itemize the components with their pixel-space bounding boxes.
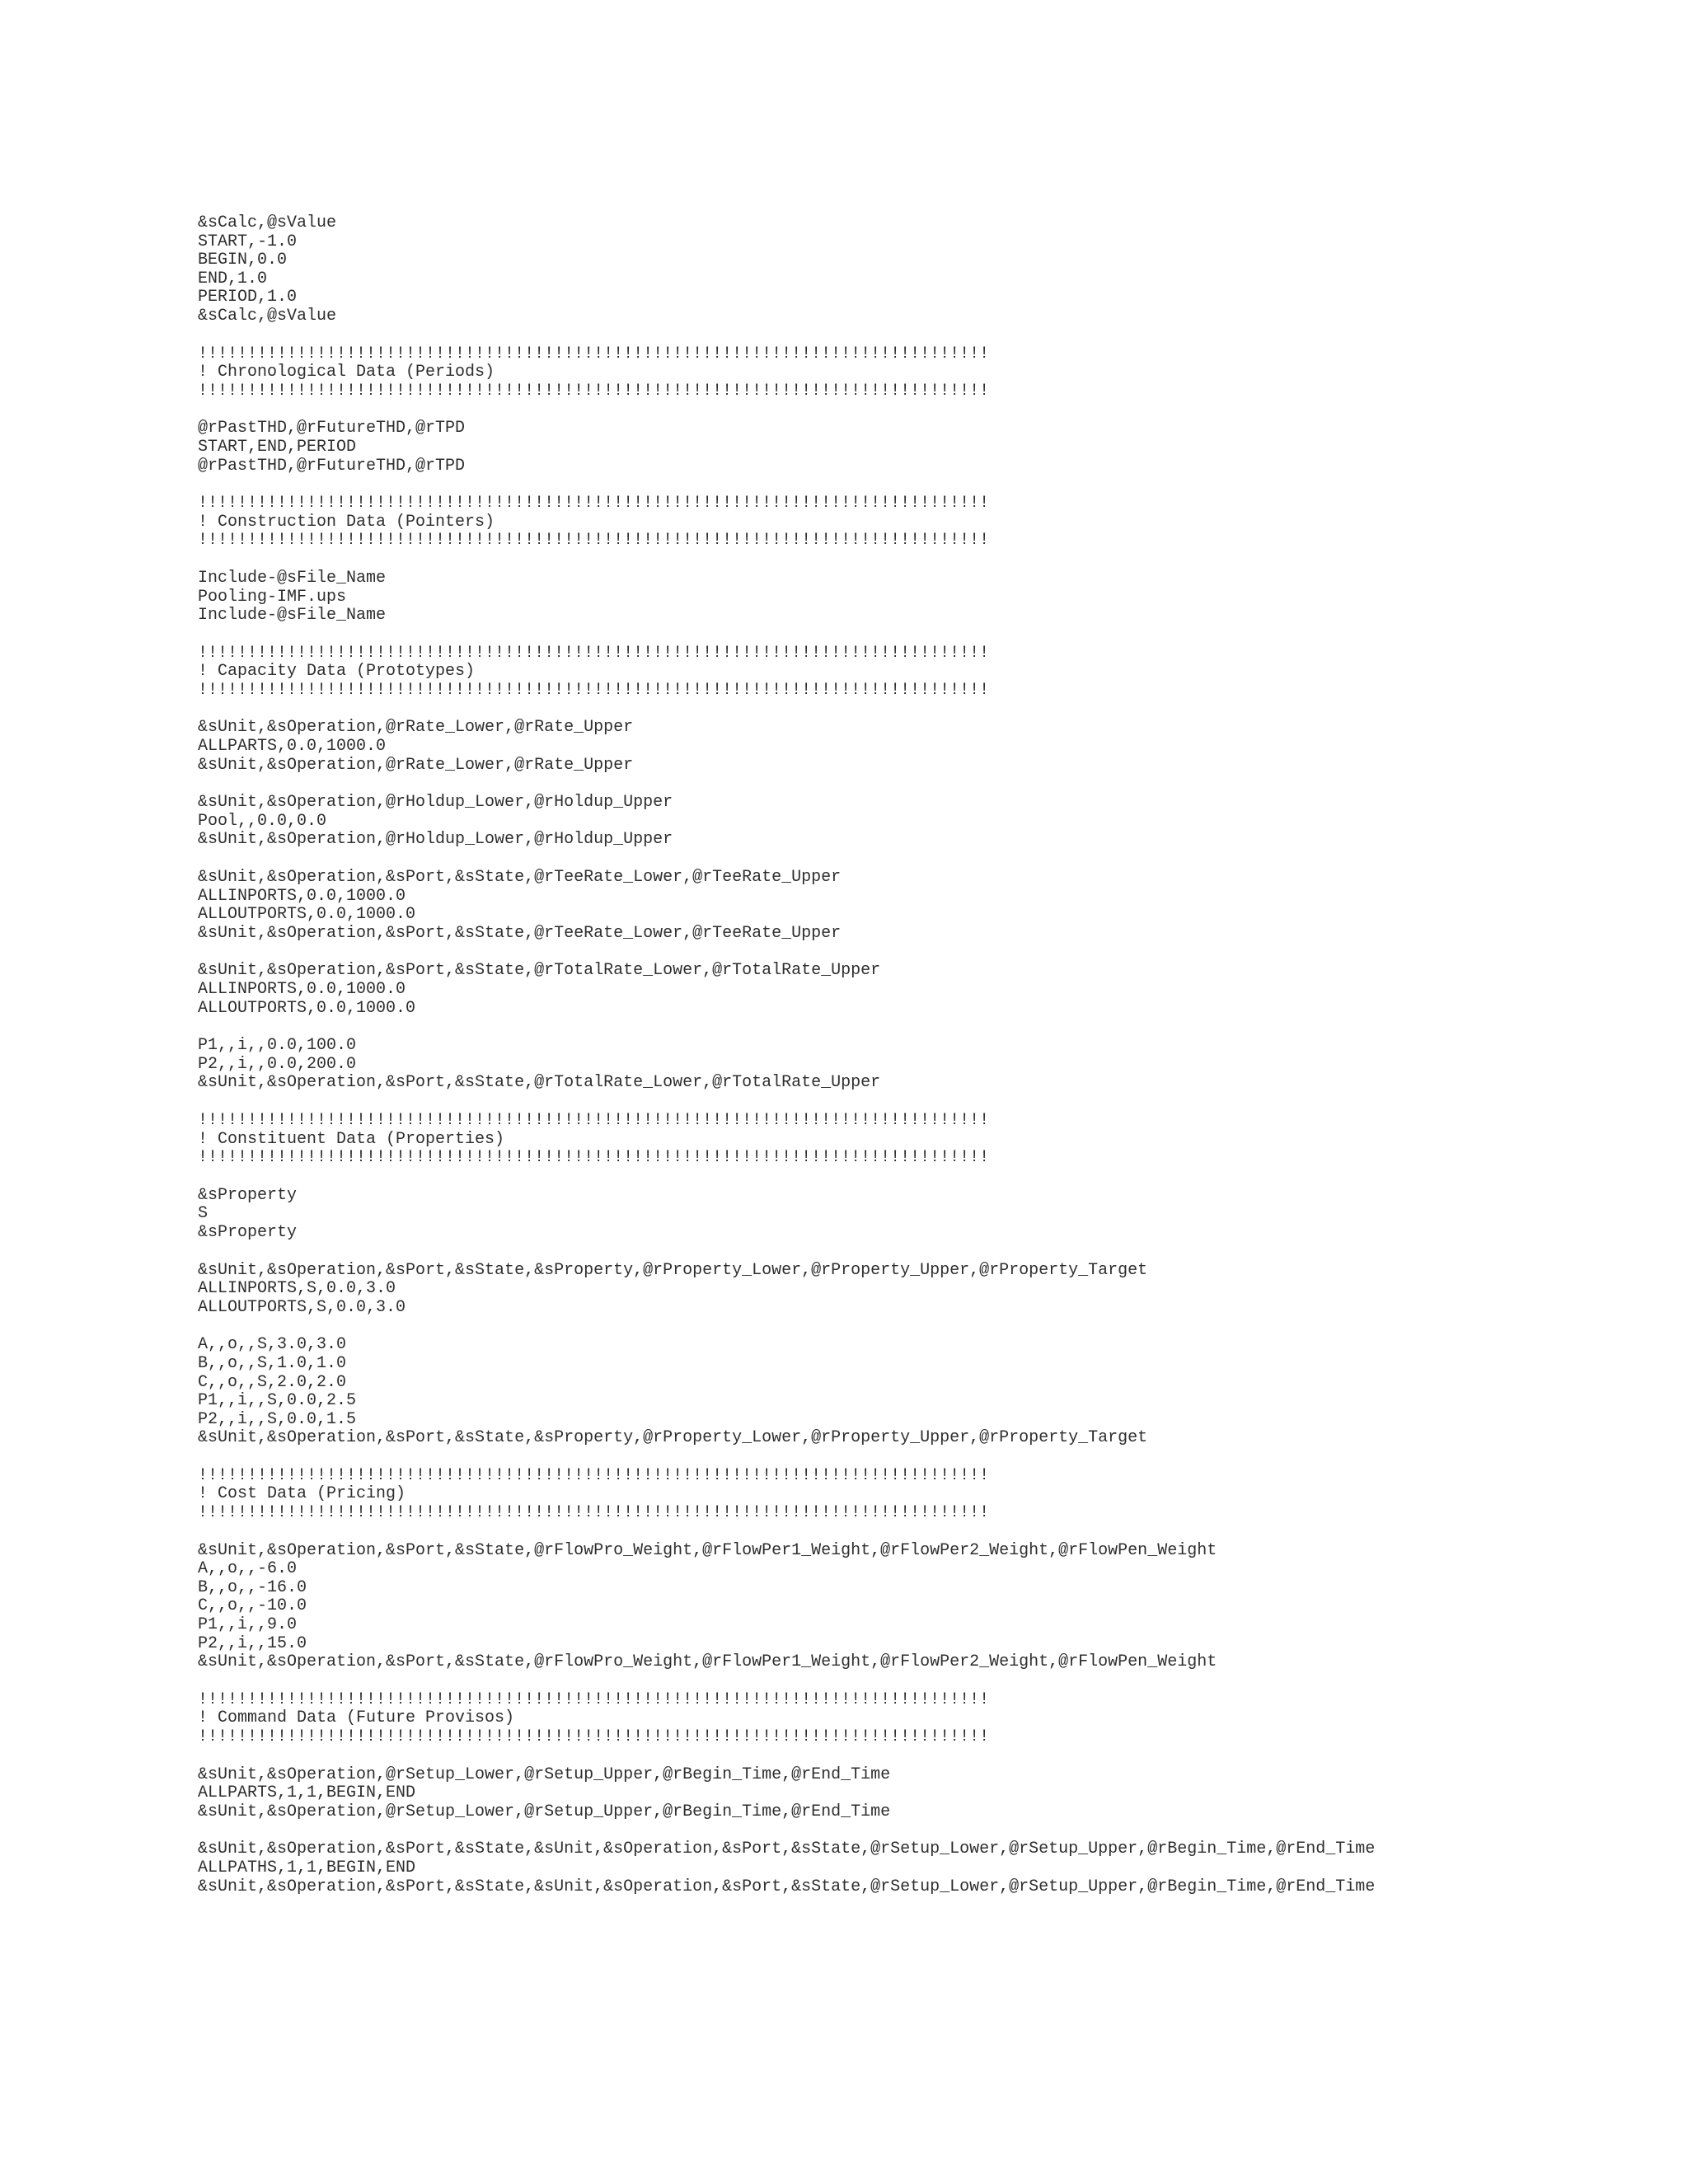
text-block xyxy=(198,1542,1665,1672)
text-block xyxy=(198,962,1665,1018)
text-line: ALLPARTS,0.0,1000.0 xyxy=(198,737,387,757)
text-line: &sUnit,&sOperation,@rSetup_Lower,@rSetup_Upper,@rBegin_Time,@rEnd_Time xyxy=(198,1765,891,1784)
text-line: P1,,i,,S,0.0,2.5 xyxy=(198,1391,357,1411)
text-line: P2,,i,,15.0 xyxy=(198,1633,307,1653)
text-line: ALLINPORTS,0.0,1000.0 xyxy=(198,980,406,999)
text-line: P2,,i,,S,0.0,1.5 xyxy=(198,1409,357,1429)
text-line: B,,o,,-16.0 xyxy=(198,1577,307,1597)
separator-line: !!!!!!!!!!!!!!!!!!!!!!!!!!!!!!!!!!!!!!!!!!!!!!!!!!!!!!!!!!!!!!!!!!!!!!!!!!!!!!!! xyxy=(198,494,990,513)
text-block xyxy=(198,794,1665,850)
separator-line: !!!!!!!!!!!!!!!!!!!!!!!!!!!!!!!!!!!!!!!!!!!!!!!!!!!!!!!!!!!!!!!!!!!!!!!!!!!!!!!! xyxy=(198,531,990,551)
document-body xyxy=(198,214,1665,1915)
text-line: &sCalc,@sValue xyxy=(198,213,337,232)
text-line: &sUnit,&sOperation,@rRate_Lower,@rRate_Upper xyxy=(198,755,634,775)
text-line: &sUnit,&sOperation,&sPort,&sState,@rTotalRate_Lower,@rTotalRate_Upper xyxy=(198,1073,881,1093)
text-line: ALLOUTPORTS,S,0.0,3.0 xyxy=(198,1297,406,1317)
text-block xyxy=(198,719,1665,775)
text-line: &sProperty xyxy=(198,1222,298,1242)
text-block xyxy=(198,1467,1665,1523)
text-line: START,END,PERIOD xyxy=(198,437,357,457)
text-line: @rPastTHD,@rFutureTHD,@rTPD xyxy=(198,456,466,476)
text-line: P1,,i,,9.0 xyxy=(198,1615,298,1635)
section-heading: ! Construction Data (Pointers) xyxy=(198,512,495,532)
text-line: &sUnit,&sOperation,&sPort,&sState,&sProperty,@rProperty_Lower,@rProperty_Upper,@rProperty_Target xyxy=(198,1260,1148,1280)
section-heading: ! Chronological Data (Periods) xyxy=(198,363,495,382)
section-heading: ! Constituent Data (Properties) xyxy=(198,1129,505,1149)
text-line: P1,,i,,0.0,100.0 xyxy=(198,1036,357,1056)
text-line: BEGIN,0.0 xyxy=(198,251,288,270)
text-block xyxy=(198,569,1665,626)
text-block xyxy=(198,1840,1665,1896)
text-line: Include-@sFile_Name xyxy=(198,568,387,588)
text-block xyxy=(198,869,1665,943)
text-line: B,,o,,S,1.0,1.0 xyxy=(198,1353,347,1373)
separator-line: !!!!!!!!!!!!!!!!!!!!!!!!!!!!!!!!!!!!!!!!!!!!!!!!!!!!!!!!!!!!!!!!!!!!!!!!!!!!!!!! xyxy=(198,1465,990,1485)
text-line: &sUnit,&sOperation,&sPort,&sState,@rTeeRate_Lower,@rTeeRate_Upper xyxy=(198,923,842,943)
separator-line: !!!!!!!!!!!!!!!!!!!!!!!!!!!!!!!!!!!!!!!!!!!!!!!!!!!!!!!!!!!!!!!!!!!!!!!!!!!!!!!! xyxy=(198,1503,990,1523)
text-block xyxy=(198,1336,1665,1448)
text-line: ALLPARTS,1,1,BEGIN,END xyxy=(198,1783,416,1803)
text-line: A,,o,,-6.0 xyxy=(198,1559,298,1579)
section-heading: ! Cost Data (Pricing) xyxy=(198,1484,406,1504)
separator-line: !!!!!!!!!!!!!!!!!!!!!!!!!!!!!!!!!!!!!!!!!!!!!!!!!!!!!!!!!!!!!!!!!!!!!!!!!!!!!!!! xyxy=(198,643,990,663)
text-line: S xyxy=(198,1204,209,1224)
text-line: ALLINPORTS,0.0,1000.0 xyxy=(198,886,406,906)
text-line: &sUnit,&sOperation,&sPort,&sState,@rTeeRate_Lower,@rTeeRate_Upper xyxy=(198,868,842,888)
text-line: END,1.0 xyxy=(198,269,268,288)
text-line: Pooling-IMF.ups xyxy=(198,587,347,607)
text-line: &sUnit,&sOperation,&sPort,&sState,@rTotalRate_Lower,@rTotalRate_Upper xyxy=(198,961,881,981)
text-line: &sUnit,&sOperation,&sPort,&sState,&sUnit,&sOperation,&sPort,&sState,@rSetup_Lower,@rSetup_Upper,@rBegin_Time,@rEnd_Time xyxy=(198,1877,1376,1896)
text-block xyxy=(198,644,1665,701)
text-line: ALLOUTPORTS,0.0,1000.0 xyxy=(198,905,416,925)
text-line: Include-@sFile_Name xyxy=(198,606,387,626)
separator-line: !!!!!!!!!!!!!!!!!!!!!!!!!!!!!!!!!!!!!!!!!!!!!!!!!!!!!!!!!!!!!!!!!!!!!!!!!!!!!!!! xyxy=(198,1690,990,1709)
text-block xyxy=(198,1112,1665,1168)
text-line: &sProperty xyxy=(198,1185,298,1205)
text-line: C,,o,,S,2.0,2.0 xyxy=(198,1372,347,1392)
text-line: @rPastTHD,@rFutureTHD,@rTPD xyxy=(198,419,466,438)
text-line: &sCalc,@sValue xyxy=(198,306,337,326)
text-line: P2,,i,,0.0,200.0 xyxy=(198,1054,357,1074)
text-block xyxy=(198,1691,1665,1747)
text-block xyxy=(198,419,1665,476)
text-line: START,-1.0 xyxy=(198,232,298,251)
text-block xyxy=(198,494,1665,551)
text-block xyxy=(198,1262,1665,1318)
text-line: &sUnit,&sOperation,@rHoldup_Lower,@rHoldup_Upper xyxy=(198,793,673,813)
text-line: ALLPATHS,1,1,BEGIN,END xyxy=(198,1858,416,1877)
text-line: &sUnit,&sOperation,&sPort,&sState,&sProperty,@rProperty_Lower,@rProperty_Upper,@rProperty_Target xyxy=(198,1428,1148,1448)
text-block xyxy=(198,1187,1665,1243)
text-line: PERIOD,1.0 xyxy=(198,288,298,307)
separator-line: !!!!!!!!!!!!!!!!!!!!!!!!!!!!!!!!!!!!!!!!!!!!!!!!!!!!!!!!!!!!!!!!!!!!!!!!!!!!!!!! xyxy=(198,680,990,700)
separator-line: !!!!!!!!!!!!!!!!!!!!!!!!!!!!!!!!!!!!!!!!!!!!!!!!!!!!!!!!!!!!!!!!!!!!!!!!!!!!!!!! xyxy=(198,1148,990,1168)
text-block xyxy=(198,1037,1665,1093)
text-block xyxy=(198,214,1665,326)
text-line: &sUnit,&sOperation,&sPort,&sState,&sUnit,&sOperation,&sPort,&sState,@rSetup_Lower,@rSetup_Upper,@rBegin_Time,@rEnd_Time xyxy=(198,1840,1376,1859)
text-line: &sUnit,&sOperation,&sPort,&sState,@rFlowPro_Weight,@rFlowPer1_Weight,@rFlowPer2_Weight,@rFlowPen_Weight xyxy=(198,1540,1217,1560)
text-block xyxy=(198,345,1665,401)
section-heading: ! Command Data (Future Provisos) xyxy=(198,1708,515,1728)
separator-line: !!!!!!!!!!!!!!!!!!!!!!!!!!!!!!!!!!!!!!!!!!!!!!!!!!!!!!!!!!!!!!!!!!!!!!!!!!!!!!!! xyxy=(198,1110,990,1130)
text-block xyxy=(198,1766,1665,1822)
text-line: A,,o,,S,3.0,3.0 xyxy=(198,1335,347,1355)
text-line: &sUnit,&sOperation,@rSetup_Lower,@rSetup_Upper,@rBegin_Time,@rEnd_Time xyxy=(198,1802,891,1821)
text-line: &sUnit,&sOperation,@rRate_Lower,@rRate_Upper xyxy=(198,718,634,738)
text-line: Pool,,0.0,0.0 xyxy=(198,811,327,831)
section-heading: ! Capacity Data (Prototypes) xyxy=(198,662,476,682)
text-line: C,,o,,-10.0 xyxy=(198,1596,307,1616)
separator-line: !!!!!!!!!!!!!!!!!!!!!!!!!!!!!!!!!!!!!!!!!!!!!!!!!!!!!!!!!!!!!!!!!!!!!!!!!!!!!!!! xyxy=(198,381,990,401)
text-line: &sUnit,&sOperation,&sPort,&sState,@rFlowPro_Weight,@rFlowPer1_Weight,@rFlowPer2_Weight,@rFlowPen_Weight xyxy=(198,1652,1217,1672)
separator-line: !!!!!!!!!!!!!!!!!!!!!!!!!!!!!!!!!!!!!!!!!!!!!!!!!!!!!!!!!!!!!!!!!!!!!!!!!!!!!!!! xyxy=(198,344,990,363)
text-line: ALLOUTPORTS,0.0,1000.0 xyxy=(198,998,416,1018)
separator-line: !!!!!!!!!!!!!!!!!!!!!!!!!!!!!!!!!!!!!!!!!!!!!!!!!!!!!!!!!!!!!!!!!!!!!!!!!!!!!!!! xyxy=(198,1727,990,1746)
text-line: &sUnit,&sOperation,@rHoldup_Lower,@rHoldup_Upper xyxy=(198,830,673,850)
text-line: ALLINPORTS,S,0.0,3.0 xyxy=(198,1279,396,1299)
